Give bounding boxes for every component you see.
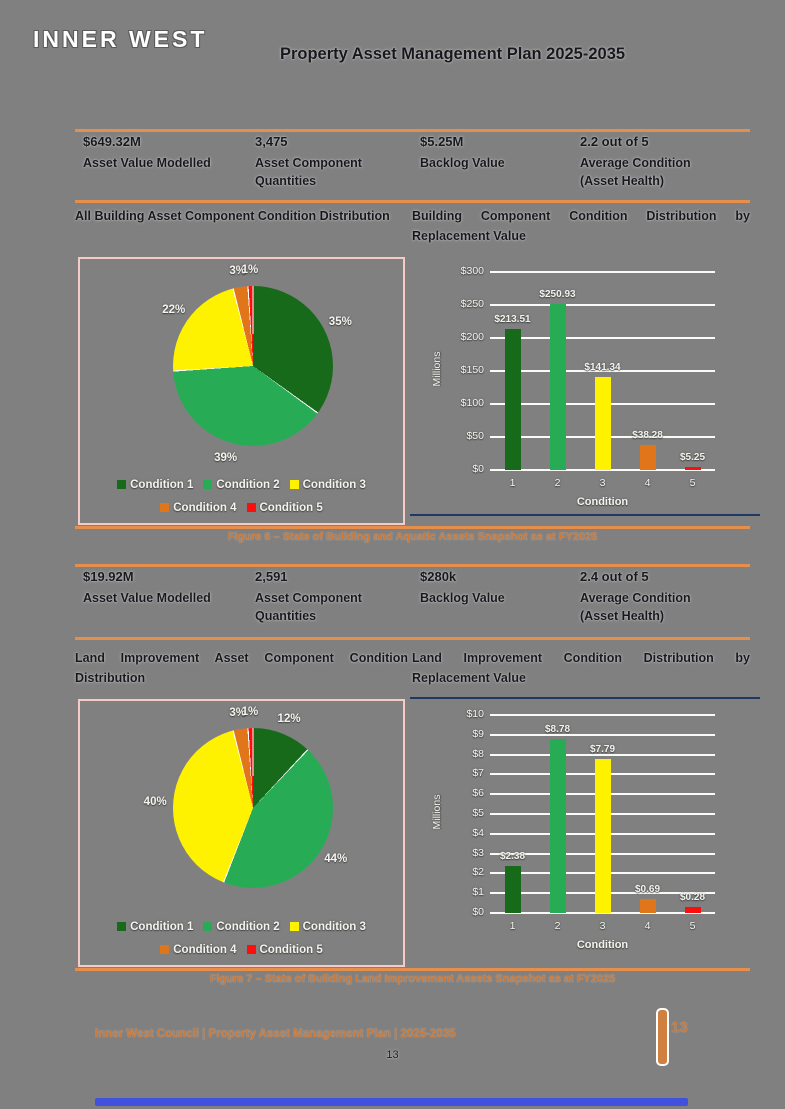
bar-value-label: $8.78 — [544, 724, 571, 736]
stat-label: Average Condition (Asset Health) — [580, 591, 691, 624]
legend-swatch-condition-3 — [290, 480, 299, 489]
y-tick-label: $250 — [460, 298, 484, 310]
stat-label: Asset Component Quantities — [255, 156, 362, 189]
stat-value: $19.92M — [83, 569, 134, 584]
legend-label: Condition 5 — [259, 944, 323, 956]
pie-section-title-land: Land Improvement Asset Component Condition Distribution — [75, 651, 408, 685]
x-tick-label: 5 — [689, 477, 696, 489]
legend-label: Condition 5 — [259, 502, 323, 514]
stat-label: Backlog Value — [420, 156, 505, 170]
legend-label: Condition 4 — [173, 502, 237, 514]
legend-item-condition-2 — [203, 479, 279, 491]
pie-percent-label: 12% — [277, 712, 301, 725]
y-axis-title: Millions — [431, 351, 443, 387]
bar-value-label: $38.28 — [632, 429, 663, 441]
bar-condition-1 — [505, 866, 521, 913]
bar-chart-container-buildings — [410, 256, 760, 516]
bar-value-label: $141.34 — [584, 361, 621, 373]
x-tick-label: 2 — [554, 477, 561, 489]
gridline — [490, 337, 715, 339]
divider — [75, 637, 750, 640]
y-tick-label: $100 — [460, 397, 484, 409]
stat-label: Asset Value Modelled — [83, 591, 211, 605]
gridline — [490, 304, 715, 306]
y-axis-title: Millions — [431, 794, 443, 830]
pie-percent-label: 1% — [241, 264, 259, 277]
bar-value-label: $213.51 — [494, 314, 531, 326]
x-tick-label: 3 — [599, 920, 606, 932]
divider — [75, 564, 750, 567]
divider — [75, 526, 750, 529]
stat-value: $280k — [420, 569, 457, 584]
x-tick-label: 1 — [509, 920, 516, 932]
pie-chart-container-land — [78, 699, 405, 967]
y-tick-label: $50 — [466, 430, 484, 442]
y-tick-label: $7 — [472, 767, 484, 780]
legend-item-condition-2 — [203, 921, 279, 933]
legend-item-condition-3 — [290, 921, 366, 933]
legend-item-condition-5 — [247, 944, 323, 956]
y-tick-label: $0 — [472, 906, 484, 918]
x-tick-label: 3 — [599, 477, 606, 489]
stat-value: $5.25M — [420, 134, 464, 149]
legend-swatch-condition-4 — [160, 945, 169, 954]
pie-section-title-buildings: All Building Asset Component Condition Distribution — [75, 209, 390, 223]
y-tick-label: $4 — [472, 826, 484, 839]
y-tick-label: $300 — [460, 265, 484, 277]
stat-label: Backlog Value — [420, 591, 505, 605]
pie-percent-label: 3% — [229, 265, 246, 278]
pie-percent-label: 3% — [229, 707, 246, 720]
y-tick-label: $3 — [472, 846, 484, 859]
legend-row — [80, 938, 403, 961]
pie-chart-buildings — [80, 259, 403, 471]
bar-condition-4 — [640, 445, 656, 470]
gridline — [490, 714, 715, 716]
legend-swatch-condition-5 — [247, 945, 256, 954]
bar-value-label: $0.69 — [634, 884, 661, 896]
bar-value-label: $2.38 — [499, 850, 526, 862]
horizontal-scrollbar-thumb[interactable] — [95, 1098, 688, 1106]
x-tick-label: 4 — [644, 920, 651, 932]
stat-value: 2,591 — [255, 569, 288, 584]
pie-percent-label: 35% — [328, 316, 352, 329]
y-tick-label: $5 — [472, 807, 484, 819]
legend-label: Condition 1 — [130, 479, 194, 491]
bar-chart-container-land — [410, 697, 760, 957]
y-tick-label: $0 — [472, 463, 484, 475]
stat-label: Asset Component Quantities — [255, 591, 362, 624]
page-title: Property Asset Management Plan 2025-2035 — [279, 45, 626, 63]
x-tick-label: 2 — [554, 920, 561, 932]
legend-label: Condition 3 — [302, 921, 366, 933]
stat-value: 2.4 out of 5 — [580, 569, 649, 584]
legend-swatch-condition-3 — [290, 922, 299, 931]
y-tick-label: $200 — [460, 331, 484, 343]
divider — [75, 200, 750, 203]
stats-row-land-improvements — [75, 569, 750, 625]
legend-label: Condition 3 — [302, 479, 366, 491]
stat-backlog-value — [412, 134, 572, 190]
stat-component-quantities — [247, 569, 412, 625]
y-tick-label: $6 — [472, 787, 484, 800]
divider — [75, 129, 750, 132]
bar-condition-3 — [595, 377, 611, 470]
bar-value-label: $0.28 — [679, 892, 706, 904]
gridline — [490, 271, 715, 273]
bar-section-title-land: Land Improvement Condition Distribution by Replacement Value — [412, 651, 750, 685]
stat-value: 3,475 — [255, 134, 288, 149]
pie-chart — [173, 286, 333, 446]
legend-swatch-condition-1 — [117, 480, 126, 489]
x-axis-title: Condition — [576, 939, 629, 951]
legend-item-condition-5 — [247, 502, 323, 514]
y-tick-label: $9 — [472, 727, 484, 740]
pie-percent-label: 1% — [241, 706, 259, 719]
pie-percent-label: 40% — [143, 795, 167, 808]
bar-chart-land — [410, 699, 760, 957]
pie-legend — [80, 915, 403, 961]
footer-text: Inner West Council | Property Asset Management Plan | 2025-2035 — [95, 1028, 456, 1040]
bar-section-title-buildings: Building Component Condition Distribution by Replacement Value — [412, 209, 750, 243]
x-tick-label: 1 — [509, 477, 516, 489]
pie-legend — [80, 473, 403, 519]
legend-label: Condition 4 — [173, 944, 237, 956]
pie-chart-container-buildings — [78, 257, 405, 525]
stat-asset-value — [75, 569, 247, 625]
page-tab-marker — [656, 1008, 669, 1066]
y-tick-label: $8 — [472, 747, 484, 760]
y-tick-label: $150 — [460, 364, 484, 376]
stat-label: Asset Value Modelled — [83, 156, 211, 170]
stat-backlog-value — [412, 569, 572, 625]
y-tick-label: $1 — [472, 886, 484, 899]
figure-caption-7: Figure 7 – State of Building Land Improvement Assets Snapshot as at FY2025 — [209, 973, 616, 985]
pie-percent-label: 44% — [324, 853, 348, 866]
stats-row-buildings — [75, 134, 750, 190]
stat-average-condition — [572, 134, 750, 190]
legend-row — [80, 496, 403, 519]
bar-condition-2 — [550, 304, 566, 470]
legend-item-condition-4 — [160, 502, 236, 514]
legend-item-condition-3 — [290, 479, 366, 491]
legend-swatch-condition-2 — [203, 480, 212, 489]
pie-percent-label: 22% — [162, 303, 186, 316]
bar-value-label: $250.93 — [539, 289, 576, 301]
bar-value-label: $5.25 — [679, 451, 706, 463]
legend-label: Condition 2 — [216, 921, 280, 933]
legend-row — [80, 915, 403, 938]
legend-label: Condition 2 — [216, 479, 280, 491]
bar-condition-1 — [505, 329, 521, 470]
bar-condition-4 — [640, 899, 656, 913]
stat-asset-value — [75, 134, 247, 190]
figure-caption-6: Figure 6 – State of Building and Aquatic Assets Snapshot as at FY2025 — [227, 531, 598, 543]
legend-item-condition-1 — [117, 921, 193, 933]
stat-value: $649.32M — [83, 134, 141, 149]
bar-condition-2 — [550, 739, 566, 913]
legend-swatch-condition-1 — [117, 922, 126, 931]
stat-label: Average Condition (Asset Health) — [580, 156, 691, 189]
sidebar-page-number: 13 — [671, 1019, 688, 1036]
divider — [75, 968, 750, 971]
y-tick-label: $10 — [466, 708, 484, 720]
legend-item-condition-4 — [160, 944, 236, 956]
page-number: 13 — [386, 1049, 399, 1061]
x-tick-label: 4 — [644, 477, 651, 489]
inner-west-logo: INNER WEST — [33, 26, 208, 52]
pie-chart — [173, 728, 333, 888]
x-axis-title: Condition — [576, 496, 629, 508]
stat-average-condition — [572, 569, 750, 625]
legend-label: Condition 1 — [130, 921, 194, 933]
legend-item-condition-1 — [117, 479, 193, 491]
gridline — [490, 734, 715, 736]
bar-condition-5 — [685, 907, 701, 913]
y-tick-label: $2 — [472, 866, 484, 879]
stat-component-quantities — [247, 134, 412, 190]
pie-chart-land — [80, 701, 403, 913]
stat-value: 2.2 out of 5 — [580, 134, 649, 149]
bar-condition-3 — [595, 759, 611, 913]
x-tick-label: 5 — [689, 920, 696, 932]
legend-swatch-condition-5 — [247, 503, 256, 512]
bar-value-label: $7.79 — [589, 743, 616, 755]
bar-condition-5 — [685, 467, 701, 470]
legend-swatch-condition-4 — [160, 503, 169, 512]
pie-percent-label: 39% — [214, 452, 238, 465]
legend-swatch-condition-2 — [203, 922, 212, 931]
bar-chart-buildings — [410, 256, 760, 514]
legend-row — [80, 473, 403, 496]
